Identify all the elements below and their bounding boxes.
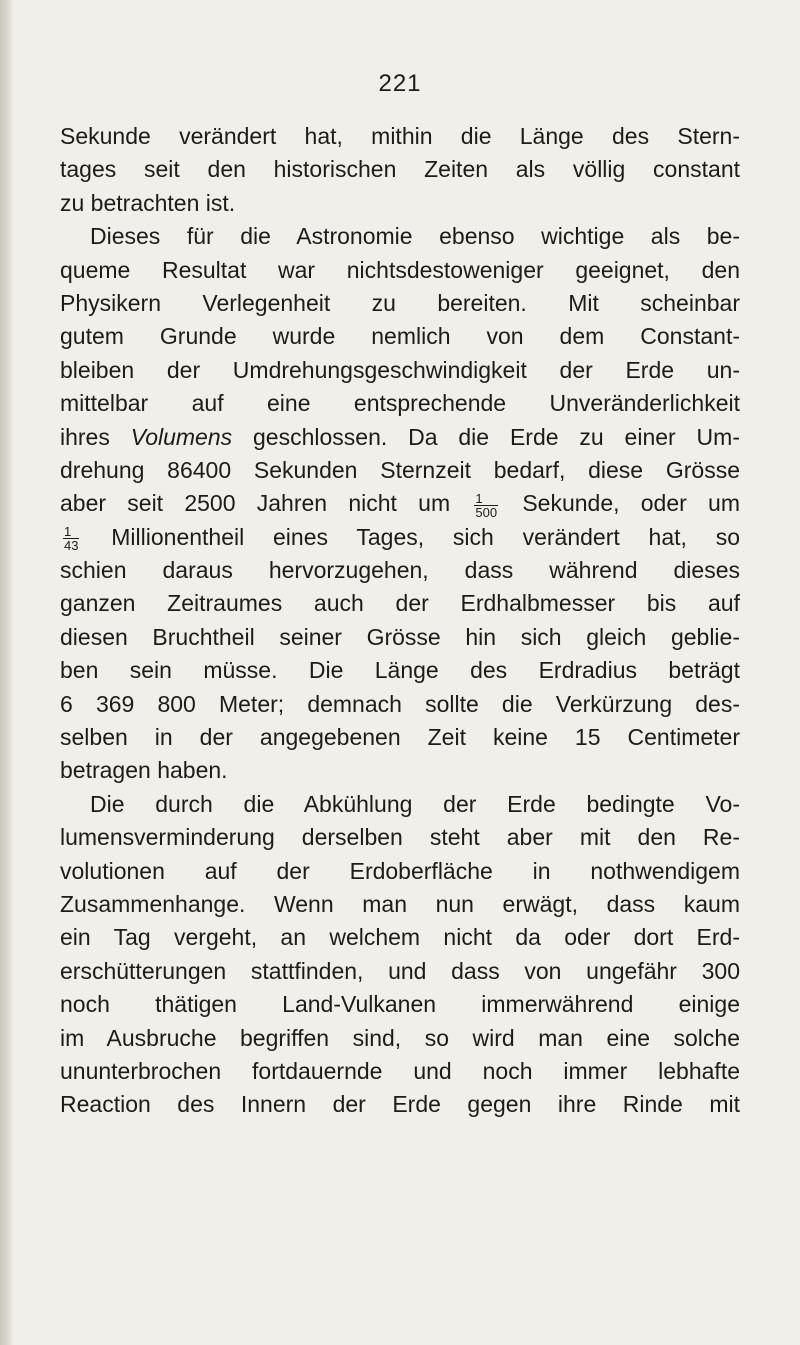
fraction-numerator: 1 xyxy=(63,525,79,539)
text-line: Zusammenhange. Wenn man nun erwägt, dass kaum xyxy=(60,890,740,917)
text-segment: aber seit 2500 Jahren nicht um xyxy=(60,490,472,517)
text-line: betragen haben. xyxy=(60,757,228,784)
text-line: ein Tag vergeht, an welchem nicht da oder dort Erd- xyxy=(60,924,740,951)
text-line xyxy=(60,487,740,520)
text-line: selben in der angegebenen Zeit keine 15 Centimeter xyxy=(60,724,740,751)
text-line xyxy=(60,421,740,454)
text-line: lumensverminderung derselben steht aber mit den Re- xyxy=(60,824,740,851)
text-line: schien daraus hervorzugehen, dass während dieses xyxy=(60,557,740,584)
text-line: Dieses für die Astronomie ebenso wichtige als be- xyxy=(90,223,740,250)
text-segment: ihres xyxy=(60,423,131,450)
text-line: Die durch die Abkühlung der Erde bedingte Vo- xyxy=(90,790,740,817)
text-line: zu betrachten ist. xyxy=(60,189,236,216)
text-segment: geschlossen. Da die Erde zu einer Um- xyxy=(232,423,740,450)
text-line: gutem Grunde wurde nemlich von dem Constant- xyxy=(60,323,740,350)
text-line: Physikern Verlegenheit zu bereiten. Mit scheinbar xyxy=(60,289,740,316)
text-line: noch thätigen Land-Vulkanen immerwährend einige xyxy=(60,991,740,1018)
italic-term: Volumens xyxy=(130,423,233,450)
text-line: volutionen auf der Erdoberfläche in nothwendigem xyxy=(60,857,740,884)
text-line: im Ausbruche begriffen sind, so wird man eine solche xyxy=(60,1024,740,1051)
fraction xyxy=(474,492,498,519)
text-line: bleiben der Umdrehungsgeschwindigkeit der Erde un- xyxy=(60,356,740,383)
text-line: tages seit den historischen Zeiten als völlig constant xyxy=(60,156,740,183)
text-line: mittelbar auf eine entsprechende Unveränderlichkeit xyxy=(60,390,740,417)
page-edge-shadow xyxy=(0,0,14,1345)
text-line: drehung 86400 Sekunden Sternzeit bedarf, diese Grösse xyxy=(60,456,740,483)
fraction-denominator: 500 xyxy=(475,504,498,520)
body-text xyxy=(60,120,740,1122)
page-number: 221 xyxy=(378,70,422,97)
text-line: ben sein müsse. Die Länge des Erdradius beträgt xyxy=(60,657,740,684)
text-line: diesen Bruchtheil seiner Grösse hin sich gleich geblie- xyxy=(60,623,740,650)
text-segment: Sekunde, oder um xyxy=(501,490,740,517)
text-segment: Millionentheil eines Tages, sich verändert hat, so xyxy=(82,523,740,550)
fraction-numerator: 1 xyxy=(474,492,498,506)
fraction xyxy=(63,525,79,552)
text-line: ununterbrochen fortdauernde und noch immer lebhafte xyxy=(60,1057,740,1084)
text-line: erschütterungen stattfinden, und dass von ungefähr 300 xyxy=(60,957,740,984)
text-line xyxy=(60,521,740,554)
text-line: Reaction des Innern der Erde gegen ihre Rinde mit xyxy=(60,1091,740,1118)
fraction-denominator: 43 xyxy=(64,538,79,554)
text-line: ganzen Zeitraumes auch der Erdhalbmesser bis auf xyxy=(60,590,740,617)
text-line: Sekunde verändert hat, mithin die Länge des Stern- xyxy=(60,123,740,149)
text-line: 6 369 800 Meter; demnach sollte die Verkürzung des- xyxy=(60,690,740,717)
text-line: queme Resultat war nichtsdestoweniger geeignet, den xyxy=(60,256,740,283)
